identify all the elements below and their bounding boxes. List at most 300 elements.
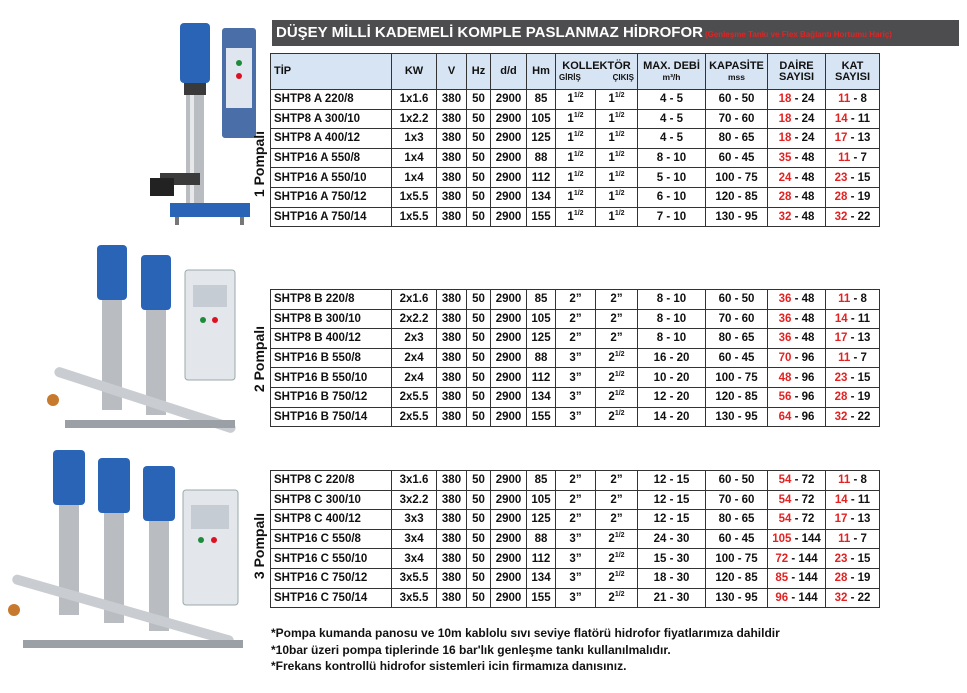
cell-giris-value: 1 — [567, 112, 574, 125]
cell-tip-value: SHTP16 B 550/10 — [274, 371, 368, 384]
cell-kat-max: 8 — [860, 474, 867, 487]
cell-debi-value: 8 - 10 — [656, 312, 687, 325]
cell-debi — [638, 309, 706, 329]
cell-hm — [527, 168, 556, 188]
title-note: (Genleşme Tankı ve Flex Bağlantı Hortumu Hariç) — [704, 30, 892, 39]
cell-daire: 18 - 24 — [768, 129, 826, 149]
cell-daire-min: 70 — [778, 352, 792, 365]
cell-kat-max: 19 — [857, 391, 871, 404]
cell-kw — [392, 187, 437, 207]
cell-tip-value: SHTP8 C 220/8 — [274, 474, 355, 487]
cell-kw — [392, 168, 437, 188]
cell-giris-fraction: 1/2 — [573, 209, 584, 217]
cell-cikis-fraction: 1/2 — [614, 92, 625, 100]
cell-hz — [467, 329, 491, 349]
cell-daire: 28 - 48 — [768, 187, 826, 207]
cell-kw-value: 1x1.6 — [399, 93, 429, 106]
cell-hz-value: 50 — [472, 191, 485, 204]
cell-cikis-value: 2 — [608, 371, 615, 384]
cell-dd-value: 2900 — [495, 332, 522, 345]
header-kat-label2: SAYISI — [834, 70, 871, 83]
table-row — [271, 329, 880, 349]
cell-debi-value: 12 - 15 — [653, 474, 690, 487]
cell-dd — [491, 129, 527, 149]
cell-cikis — [596, 290, 638, 310]
cell-giris-value: 3” — [569, 572, 582, 585]
cell-kapasite-value: 100 - 75 — [715, 171, 758, 184]
cell-hm-value: 155 — [531, 210, 551, 223]
cell-kw-value: 1x4 — [404, 171, 424, 184]
cell-kat-min: 17 — [834, 513, 848, 526]
cell-cikis — [596, 348, 638, 368]
cell-v — [437, 387, 467, 407]
cell-dd-value: 2900 — [495, 591, 522, 604]
cell-kat: 28 - 19 — [826, 387, 880, 407]
cell-tip — [271, 471, 392, 491]
cell-cikis — [596, 568, 638, 588]
cell-kw-value: 1x3 — [404, 132, 424, 145]
cell-giris — [556, 207, 596, 227]
cell-v — [437, 148, 467, 168]
cell-kw-value: 3x4 — [404, 533, 424, 546]
cell-daire-max: 72 — [801, 474, 815, 487]
header-daire — [768, 54, 826, 90]
cell-kw-value: 3x1.6 — [399, 474, 429, 487]
cell-kapasite — [706, 529, 768, 549]
cell-tip-value: SHTP16 A 750/14 — [274, 210, 367, 223]
cell-debi — [638, 148, 706, 168]
cell-v-value: 380 — [441, 112, 462, 125]
header-giris: GİRİŞ — [559, 72, 581, 82]
cell-kapasite-value: 60 - 50 — [718, 93, 755, 106]
cell-kat-min: 14 — [834, 312, 848, 325]
cell-kw — [392, 109, 437, 129]
cell-hz-value: 50 — [472, 210, 485, 223]
cell-daire-max: 144 — [798, 572, 818, 585]
header-debi — [638, 54, 706, 90]
cell-giris-value: 3” — [569, 410, 582, 423]
cell-dd-value: 2900 — [495, 152, 522, 165]
header-kapasite-unit: mss — [727, 71, 745, 82]
cell-daire-min: 36 — [778, 293, 792, 306]
cell-daire-max: 72 — [801, 493, 815, 506]
cell-giris — [556, 529, 596, 549]
cell-kat: 11 - 7 — [826, 148, 880, 168]
cell-debi — [638, 549, 706, 569]
table-row — [271, 510, 880, 530]
cell-kat: 11 - 7 — [826, 529, 880, 549]
table-row — [271, 368, 880, 388]
cell-dd-value: 2900 — [495, 391, 522, 404]
cell-v-value: 380 — [441, 293, 462, 306]
cell-hm — [527, 490, 556, 510]
cell-kw-value: 2x4 — [404, 371, 424, 384]
cell-daire: 56 - 96 — [768, 387, 826, 407]
cell-hm — [527, 510, 556, 530]
spec-table-3-pump — [270, 470, 880, 608]
cell-kat: 23 - 15 — [826, 168, 880, 188]
cell-kat: 11 - 8 — [826, 471, 880, 491]
cell-debi-value: 7 - 10 — [656, 210, 687, 223]
cell-kat: 11 - 8 — [826, 90, 880, 110]
cell-daire-min: 85 — [775, 572, 789, 585]
cell-daire: 24 - 48 — [768, 168, 826, 188]
cell-kw — [392, 387, 437, 407]
cell-v-value: 380 — [441, 391, 462, 404]
cell-kat-max: 11 — [857, 112, 871, 125]
double-pump-unit-image — [45, 240, 250, 450]
cell-cikis — [596, 529, 638, 549]
cell-debi-value: 21 - 30 — [653, 591, 690, 604]
cell-dd-value: 2900 — [495, 312, 522, 325]
cell-hm-value: 134 — [531, 191, 551, 204]
cell-hz — [467, 549, 491, 569]
table-row — [271, 109, 880, 129]
header-v: V — [437, 54, 467, 90]
cell-kapasite — [706, 348, 768, 368]
cell-tip-value: SHTP16 C 550/8 — [274, 533, 361, 546]
cell-hz — [467, 407, 491, 427]
cell-v — [437, 490, 467, 510]
cell-hz — [467, 290, 491, 310]
cell-kapasite — [706, 490, 768, 510]
table-row — [271, 407, 880, 427]
cell-kat-max: 7 — [860, 152, 867, 165]
cell-kw — [392, 529, 437, 549]
cell-kw-value: 2x4 — [404, 352, 424, 365]
cell-hm — [527, 387, 556, 407]
cell-dd — [491, 207, 527, 227]
cell-kat-max: 19 — [857, 572, 871, 585]
cell-giris — [556, 129, 596, 149]
cell-debi-value: 8 - 10 — [656, 152, 687, 165]
cell-kat-max: 7 — [860, 352, 867, 365]
cell-cikis-fraction: 1/2 — [614, 390, 625, 398]
cell-debi-value: 18 - 30 — [653, 572, 690, 585]
cell-cikis-value: 2” — [610, 312, 623, 325]
cell-kat-min: 11 — [838, 152, 851, 165]
cell-cikis — [596, 148, 638, 168]
cell-v-value: 380 — [441, 332, 462, 345]
cell-kapasite — [706, 90, 768, 110]
cell-debi — [638, 129, 706, 149]
cell-tip — [271, 348, 392, 368]
cell-kat-min: 23 — [834, 171, 848, 184]
cell-dd — [491, 348, 527, 368]
cell-v-value: 380 — [441, 474, 462, 487]
cell-cikis-value: 2 — [608, 352, 615, 365]
cell-giris — [556, 368, 596, 388]
cell-daire: 36 - 48 — [768, 329, 826, 349]
cell-kapasite-value: 120 - 85 — [715, 572, 758, 585]
cell-debi-value: 12 - 15 — [653, 493, 690, 506]
cell-debi — [638, 588, 706, 608]
cell-cikis — [596, 471, 638, 491]
cell-hm — [527, 568, 556, 588]
cell-hm-value: 112 — [531, 171, 551, 184]
cell-dd — [491, 309, 527, 329]
cell-kat: 28 - 19 — [826, 187, 880, 207]
table-row — [271, 168, 880, 188]
cell-debi-value: 12 - 20 — [653, 391, 690, 404]
cell-cikis-fraction: 1/2 — [614, 409, 625, 417]
cell-daire: 35 - 48 — [768, 148, 826, 168]
group-label-3: 3 Pompalı — [251, 512, 267, 580]
cell-dd-value: 2900 — [495, 352, 522, 365]
cell-hm — [527, 148, 556, 168]
cell-daire-min: 36 — [778, 332, 792, 345]
cell-hm — [527, 407, 556, 427]
header-kat — [826, 54, 880, 90]
cell-kw-value: 2x3 — [404, 332, 424, 345]
cell-hz — [467, 129, 491, 149]
cell-kapasite-value: 60 - 50 — [718, 293, 755, 306]
cell-kw — [392, 207, 437, 227]
cell-kapasite-value: 70 - 60 — [718, 493, 755, 506]
cell-giris-value: 2” — [569, 312, 582, 325]
cell-kapasite-value: 60 - 45 — [718, 352, 755, 365]
group-label-2: 2 Pompalı — [251, 325, 267, 393]
table-row — [271, 471, 880, 491]
cell-daire-min: 64 — [778, 410, 792, 423]
cell-kat-min: 17 — [834, 332, 848, 345]
cell-kapasite — [706, 109, 768, 129]
footnote-3: *Frekans kontrollü hidrofor sistemleri icin firmamıza danısınız. — [271, 659, 627, 673]
cell-tip-value: SHTP16 C 550/10 — [274, 552, 368, 565]
cell-daire-min: 36 — [778, 312, 792, 325]
cell-daire: 36 - 48 — [768, 309, 826, 329]
header-daire-label: DAİRE — [779, 59, 814, 72]
cell-kw-value: 2x1.6 — [399, 293, 429, 306]
cell-kat-max: 7 — [860, 533, 867, 546]
cell-hz-value: 50 — [472, 171, 485, 184]
cell-kapasite — [706, 407, 768, 427]
cell-dd-value: 2900 — [495, 132, 522, 145]
table-row — [271, 309, 880, 329]
cell-hz — [467, 187, 491, 207]
cell-kat: 32 - 22 — [826, 407, 880, 427]
cell-daire: 54 - 72 — [768, 471, 826, 491]
cell-hz — [467, 529, 491, 549]
cell-daire: 70 - 96 — [768, 348, 826, 368]
cell-giris — [556, 348, 596, 368]
cell-hz — [467, 309, 491, 329]
cell-daire-max: 24 — [801, 132, 815, 145]
cell-debi — [638, 510, 706, 530]
cell-hz — [467, 387, 491, 407]
header-kollektor — [556, 54, 638, 90]
cell-debi — [638, 529, 706, 549]
header-cikis: ÇIKIŞ — [612, 72, 634, 82]
cell-kapasite-value: 70 - 60 — [718, 112, 755, 125]
cell-hz-value: 50 — [472, 591, 485, 604]
header-tip: TİP — [271, 54, 392, 90]
cell-debi-value: 5 - 10 — [656, 171, 687, 184]
cell-dd — [491, 187, 527, 207]
table-row — [271, 588, 880, 608]
cell-giris — [556, 549, 596, 569]
header-hm: Hm — [527, 54, 556, 90]
cell-debi-value: 4 - 5 — [659, 93, 683, 106]
cell-tip-value: SHTP16 A 550/8 — [274, 152, 361, 165]
cell-daire-max: 48 — [801, 171, 815, 184]
cell-hm — [527, 207, 556, 227]
cell-dd — [491, 588, 527, 608]
cell-v-value: 380 — [441, 132, 462, 145]
cell-kat-min: 14 — [834, 112, 848, 125]
cell-v — [437, 129, 467, 149]
cell-debi — [638, 407, 706, 427]
cell-tip-value: SHTP8 B 400/12 — [274, 332, 361, 345]
cell-daire: 54 - 72 — [768, 490, 826, 510]
cell-kw — [392, 568, 437, 588]
cell-hm — [527, 329, 556, 349]
cell-cikis-fraction: 1/2 — [614, 111, 625, 119]
cell-kat: 23 - 15 — [826, 368, 880, 388]
cell-kw — [392, 309, 437, 329]
cell-hz-value: 50 — [472, 293, 485, 306]
cell-kat-max: 15 — [857, 171, 871, 184]
cell-dd — [491, 510, 527, 530]
cell-kapasite-value: 100 - 75 — [715, 371, 758, 384]
cell-kapasite-value: 80 - 65 — [718, 132, 755, 145]
cell-kapasite-value: 130 - 95 — [715, 410, 758, 423]
cell-tip — [271, 387, 392, 407]
cell-kapasite-value: 120 - 85 — [715, 391, 758, 404]
cell-giris — [556, 387, 596, 407]
cell-hm — [527, 109, 556, 129]
cell-hm — [527, 187, 556, 207]
cell-kat-min: 32 — [834, 591, 848, 604]
cell-cikis-fraction: 1/2 — [614, 351, 625, 359]
header-kapasite — [706, 54, 768, 90]
cell-kat-max: 11 — [857, 493, 871, 506]
cell-cikis — [596, 109, 638, 129]
cell-dd-value: 2900 — [495, 293, 522, 306]
table-row — [271, 387, 880, 407]
cell-kw-value: 3x5.5 — [399, 591, 429, 604]
cell-daire-min: 54 — [778, 513, 792, 526]
cell-giris-fraction: 1/2 — [573, 190, 584, 198]
cell-giris — [556, 490, 596, 510]
cell-kapasite — [706, 187, 768, 207]
cell-kat: 14 - 11 — [826, 490, 880, 510]
cell-cikis — [596, 168, 638, 188]
cell-kw-value: 3x4 — [404, 552, 424, 565]
cell-daire-max: 144 — [798, 591, 818, 604]
cell-daire-min: 48 — [778, 371, 792, 384]
cell-v-value: 380 — [441, 493, 462, 506]
cell-v-value: 380 — [441, 171, 462, 184]
table-row — [271, 490, 880, 510]
cell-kapasite — [706, 207, 768, 227]
cell-dd — [491, 568, 527, 588]
cell-kw — [392, 490, 437, 510]
cell-kw — [392, 549, 437, 569]
cell-kat-min: 32 — [834, 410, 848, 423]
page-title — [272, 20, 959, 46]
header-kat-label: KAT — [841, 59, 864, 72]
cell-debi-value: 10 - 20 — [653, 371, 690, 384]
cell-cikis — [596, 187, 638, 207]
cell-hz-value: 50 — [472, 410, 485, 423]
footnote-1: *Pompa kumanda panosu ve 10m kablolu sıvı seviye flatörü hidrofor fiyatlarımıza dahildir — [271, 626, 780, 640]
cell-tip — [271, 568, 392, 588]
cell-tip-value: SHTP16 C 750/12 — [274, 572, 368, 585]
cell-hm — [527, 90, 556, 110]
cell-kat-max: 8 — [860, 293, 867, 306]
cell-giris-value: 3” — [569, 591, 582, 604]
cell-debi — [638, 290, 706, 310]
cell-cikis-value: 2 — [608, 591, 615, 604]
cell-cikis — [596, 329, 638, 349]
cell-cikis-value: 2” — [610, 293, 623, 306]
cell-kat-min: 11 — [838, 352, 851, 365]
cell-v — [437, 510, 467, 530]
cell-hm-value: 155 — [531, 410, 551, 423]
cell-daire-max: 48 — [801, 293, 815, 306]
cell-kat: 17 - 13 — [826, 510, 880, 530]
cell-kat-max: 13 — [857, 513, 871, 526]
cell-kw — [392, 290, 437, 310]
cell-giris-value: 1 — [567, 152, 574, 165]
cell-giris-value: 3” — [569, 371, 582, 384]
cell-v — [437, 90, 467, 110]
cell-giris — [556, 187, 596, 207]
cell-cikis-value: 1 — [608, 191, 615, 204]
cell-debi-value: 15 - 30 — [653, 552, 690, 565]
cell-dd — [491, 168, 527, 188]
cell-kapasite-value: 70 - 60 — [718, 312, 755, 325]
cell-cikis-value: 2” — [610, 493, 623, 506]
cell-giris — [556, 168, 596, 188]
cell-kat-min: 23 — [834, 552, 848, 565]
cell-dd — [491, 109, 527, 129]
cell-cikis-value: 1 — [608, 171, 615, 184]
cell-tip — [271, 290, 392, 310]
cell-giris-value: 1 — [567, 132, 574, 145]
cell-v — [437, 368, 467, 388]
cell-daire: 64 - 96 — [768, 407, 826, 427]
cell-daire-max: 144 — [798, 552, 818, 565]
footnote-2: *10bar üzeri pompa tiplerinde 16 bar'lık genleşme tankı kullanılmalıdır. — [271, 642, 671, 657]
cell-tip — [271, 529, 392, 549]
cell-v-value: 380 — [441, 552, 462, 565]
cell-dd-value: 2900 — [495, 533, 522, 546]
cell-daire-min: 18 — [778, 93, 792, 106]
cell-tip — [271, 129, 392, 149]
cell-kw — [392, 90, 437, 110]
cell-v — [437, 407, 467, 427]
cell-v-value: 380 — [441, 191, 462, 204]
cell-daire-max: 48 — [801, 332, 815, 345]
cell-kat-min: 28 — [834, 391, 848, 404]
cell-cikis — [596, 407, 638, 427]
cell-v-value: 380 — [441, 210, 462, 223]
cell-v-value: 380 — [441, 533, 462, 546]
cell-cikis-fraction: 1/2 — [614, 190, 625, 198]
cell-cikis-fraction: 1/2 — [614, 571, 625, 579]
cell-hz-value: 50 — [472, 391, 485, 404]
cell-v — [437, 471, 467, 491]
cell-daire: 32 - 48 — [768, 207, 826, 227]
cell-kat: 17 - 13 — [826, 129, 880, 149]
cell-daire-max: 48 — [801, 191, 815, 204]
cell-cikis-value: 1 — [608, 132, 615, 145]
header-kollektor-label: KOLLEKTÖR — [562, 59, 631, 72]
cell-hz-value: 50 — [472, 371, 485, 384]
cell-daire-min: 54 — [778, 474, 792, 487]
